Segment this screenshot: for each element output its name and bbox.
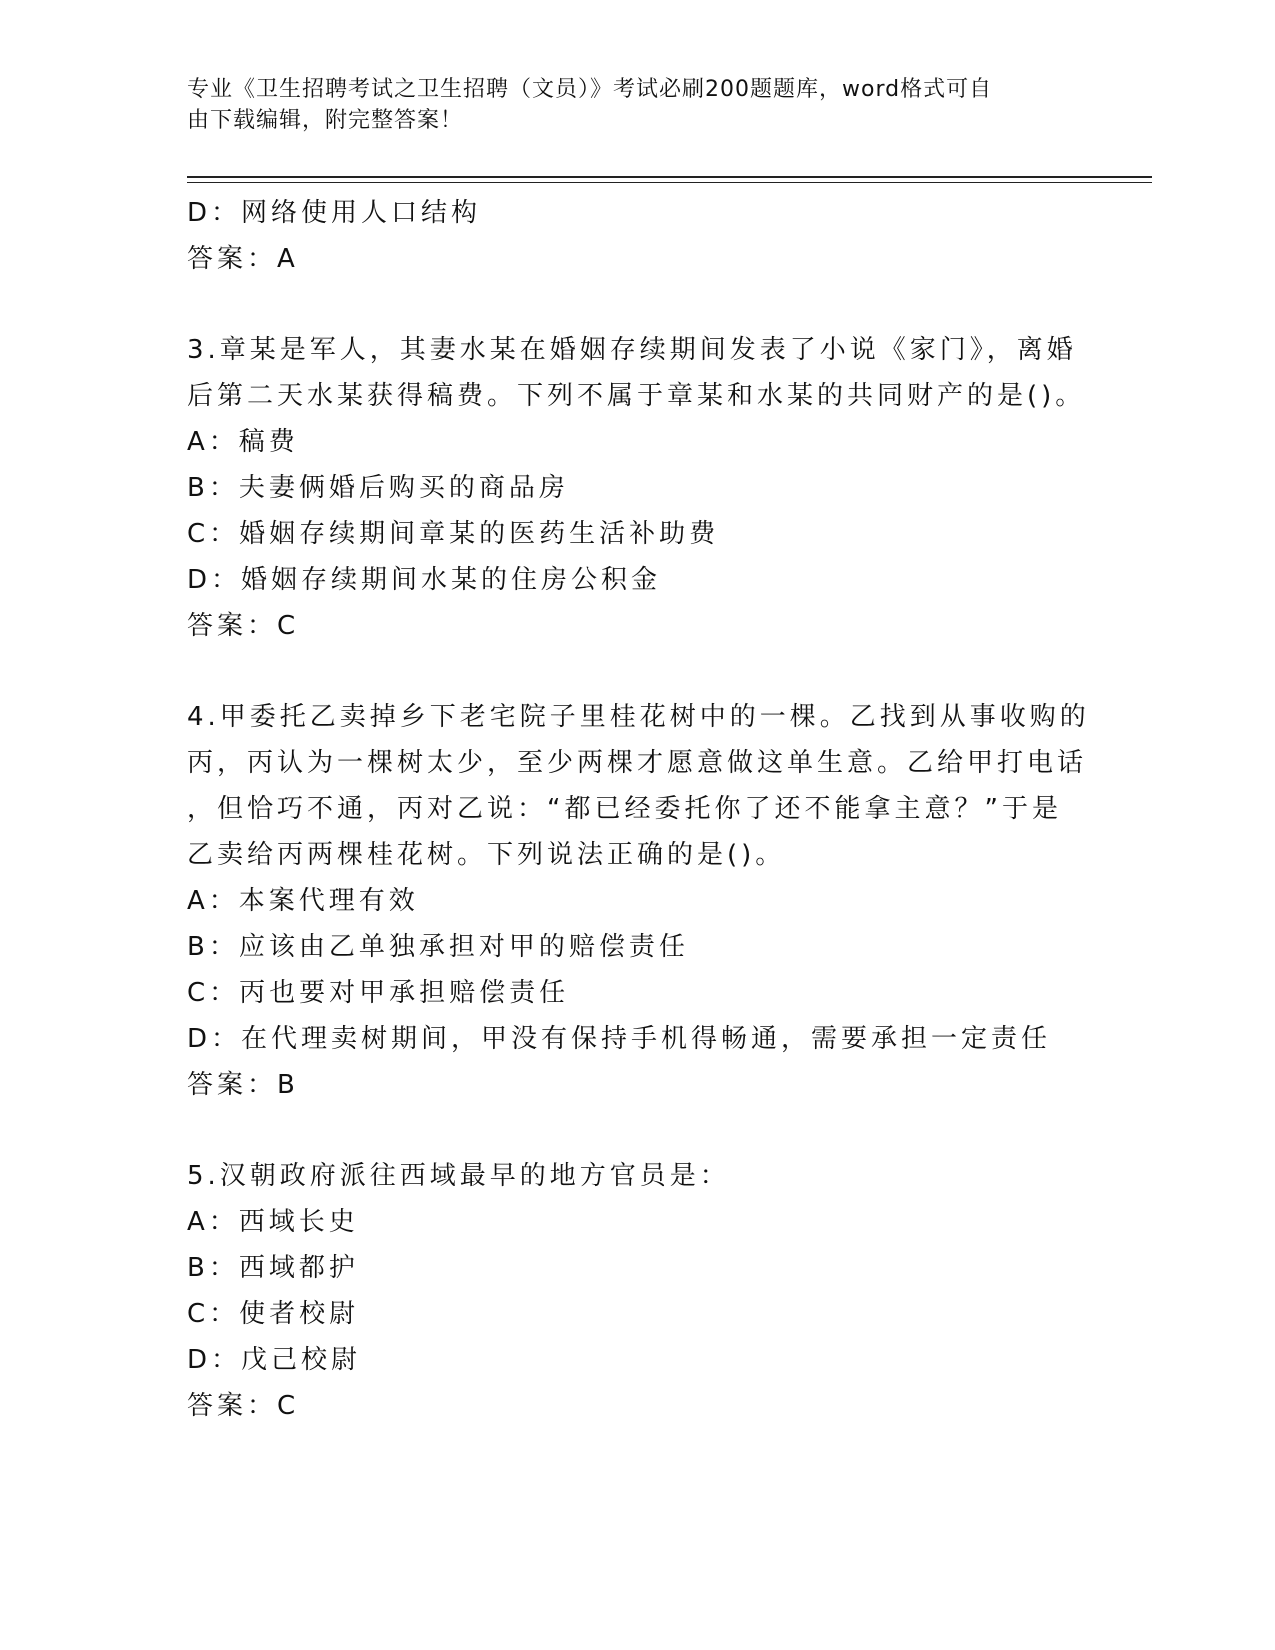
option-a: A：稿费 xyxy=(187,427,299,457)
header-divider-thin xyxy=(187,182,1152,183)
answer-line: 答案：C xyxy=(187,1391,300,1421)
header-title-line-1: 专业《卫生招聘考试之卫生招聘（文员）》考试必刷200题题库，word格式可自 xyxy=(187,77,993,102)
answer-line: 答案：C xyxy=(187,611,300,641)
option-b: B：应该由乙单独承担对甲的赔偿责任 xyxy=(187,932,689,962)
answer-line: 答案：A xyxy=(187,244,299,274)
header-title-line-2: 由下载编辑，附完整答案！ xyxy=(187,108,464,133)
question-stem-line: 3.章某是军人，其妻水某在婚姻存续期间发表了小说《家门》，离婚 xyxy=(187,335,1077,365)
spacer xyxy=(187,649,1067,694)
spacer xyxy=(187,282,1067,327)
option-a: A：西域长史 xyxy=(187,1207,359,1237)
option-d: D：戊己校尉 xyxy=(187,1345,362,1375)
option-b: B：西域都护 xyxy=(187,1253,359,1283)
spacer xyxy=(187,1108,1067,1153)
question-5 xyxy=(187,1153,1067,1429)
option-c: C：使者校尉 xyxy=(187,1299,360,1329)
question-stem-line: 乙卖给丙两棵桂花树。下列说法正确的是()。 xyxy=(187,840,786,870)
option-a: A：本案代理有效 xyxy=(187,886,419,916)
question-stem-line: ，但恰巧不通，丙对乙说：“都已经委托你了还不能拿主意？”于是 xyxy=(187,794,1062,824)
question-2-tail xyxy=(187,190,1067,282)
option-c: C：婚姻存续期间章某的医药生活补助费 xyxy=(187,519,720,549)
answer-line: 答案：B xyxy=(187,1070,299,1100)
document-header xyxy=(187,74,1067,136)
option-d: D：在代理卖树期间，甲没有保持手机得畅通，需要承担一定责任 xyxy=(187,1024,1052,1054)
option-b: B：夫妻俩婚后购买的商品房 xyxy=(187,473,569,503)
option-d: D：网络使用人口结构 xyxy=(187,198,482,228)
question-4 xyxy=(187,694,1090,1108)
question-stem-line: 4.甲委托乙卖掉乡下老宅院子里桂花树中的一棵。乙找到从事收购的 xyxy=(187,702,1090,732)
question-stem-line: 丙，丙认为一棵树太少，至少两棵才愿意做这单生意。乙给甲打电话 xyxy=(187,748,1088,778)
option-d: D：婚姻存续期间水某的住房公积金 xyxy=(187,565,662,595)
header-divider-thick xyxy=(187,176,1152,178)
option-c: C：丙也要对甲承担赔偿责任 xyxy=(187,978,570,1008)
question-stem-line: 后第二天水某获得稿费。下列不属于章某和水某的共同财产的是()。 xyxy=(187,381,1086,411)
question-stem-line: 5.汉朝政府派往西域最早的地方官员是： xyxy=(187,1161,730,1191)
question-list xyxy=(187,190,1090,1429)
question-3 xyxy=(187,327,1086,649)
